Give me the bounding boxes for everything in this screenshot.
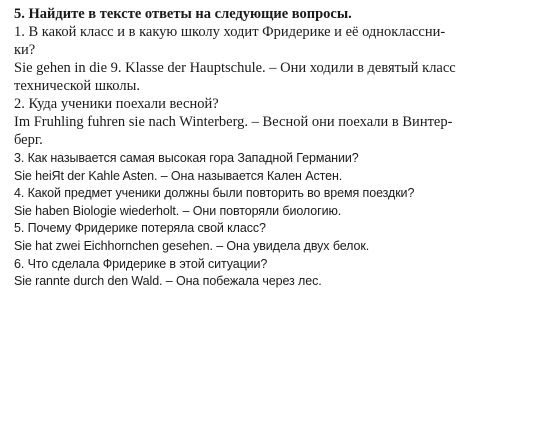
answer-5: Sie hat zwei Eichhornchen gesehen. – Она увидела двух белок. <box>14 238 370 253</box>
answer-2-line-2: берг. <box>14 132 43 148</box>
exercise-heading: 5. Найдите в тексте ответы на следующие вопросы. <box>14 6 352 22</box>
answer-1-line-1: Sie gehen in die 9. Klasse der Hauptschule. – Они ходили в девятый класс <box>14 60 456 76</box>
question-3: 3. Как называется самая высокая гора Западной Германии? <box>14 151 359 165</box>
question-2: 2. Куда ученики поехали весной? <box>14 96 219 112</box>
question-5: 5. Почему Фридерике потеряла свой класс? <box>14 221 266 236</box>
answer-6: Sie rannte durch den Wald. – Она побежала через лес. <box>14 274 322 289</box>
question-1-line-1: 1. В какой класс и в какую школу ходит Фридерике и её одноклассни- <box>14 24 446 40</box>
answer-2-line-1: Im Fruhling fuhren sie nach Winterberg. – Весной они поехали в Винтер- <box>14 114 453 130</box>
answer-4: Sie haben Biologie wiederholt. – Они повторяли биологию. <box>14 203 342 218</box>
exercise-block-upper <box>14 5 534 149</box>
exercise-block-lower <box>14 150 534 291</box>
question-1-line-2: ки? <box>14 42 36 58</box>
question-4: 4. Какой предмет ученики должны были повторить во время поездки? <box>14 186 415 201</box>
question-6: 6. Что сделала Фридерике в этой ситуации? <box>14 256 268 271</box>
answer-3: Sie heiЯt der Kahle Asten. – Она называется Кален Астен. <box>14 168 343 183</box>
answer-1-line-2: технической школы. <box>14 78 140 94</box>
